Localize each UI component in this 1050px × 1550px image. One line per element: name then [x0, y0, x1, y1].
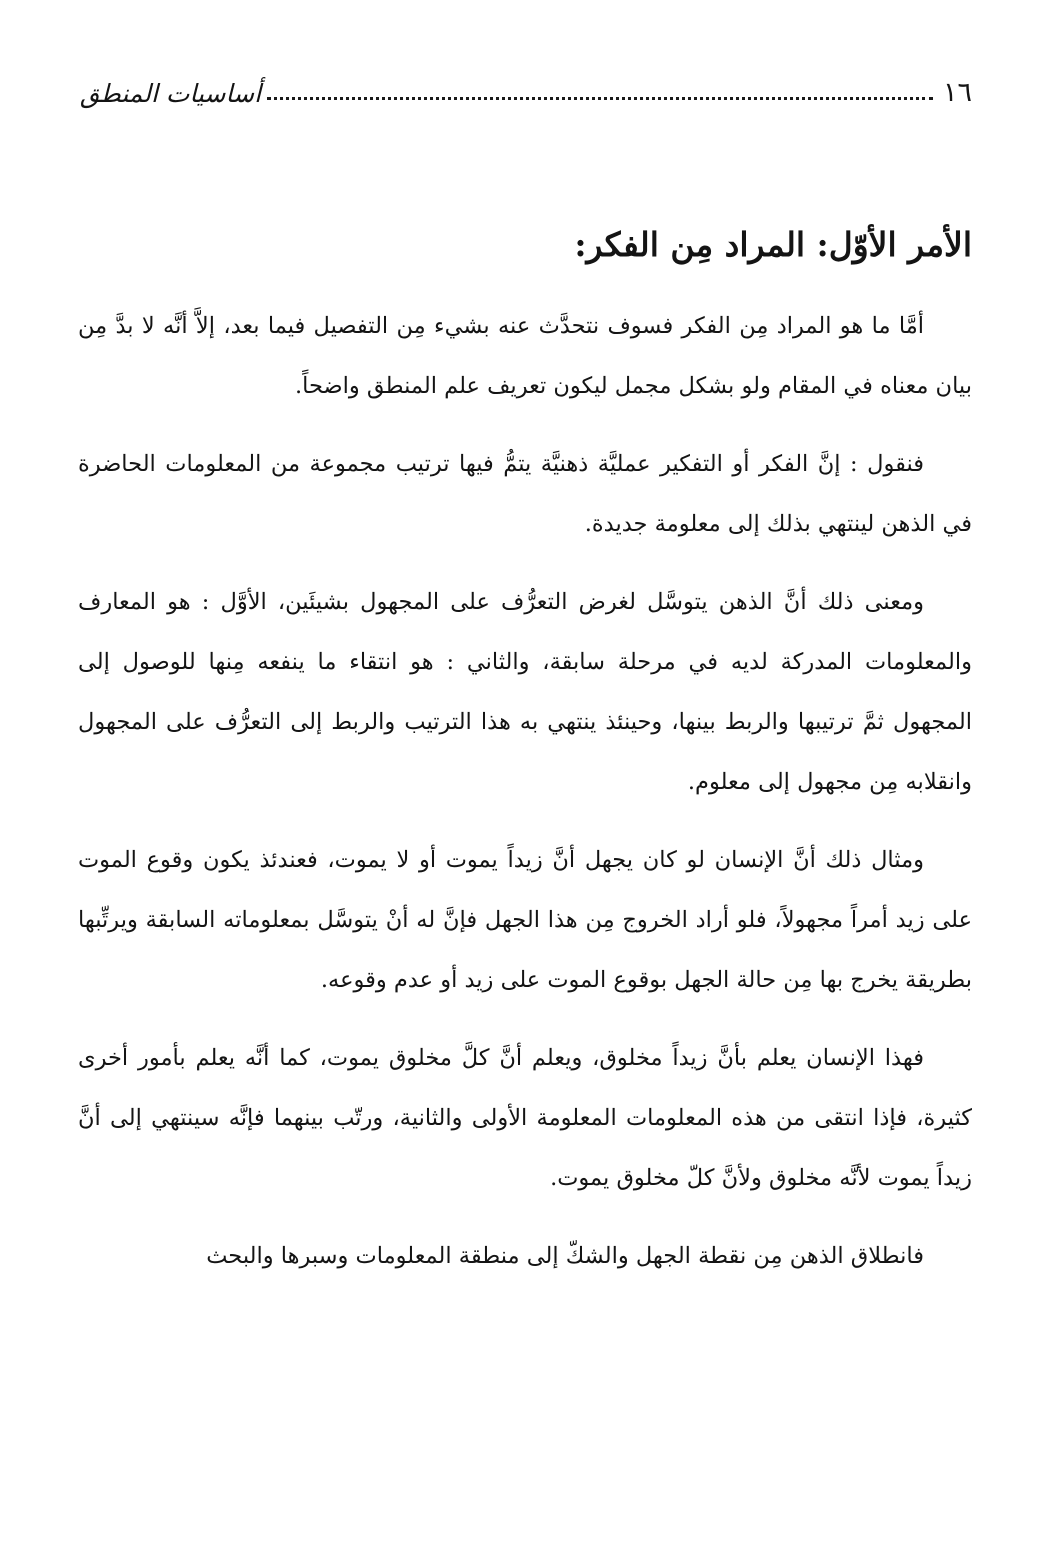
dotted-leader	[267, 97, 933, 100]
book-title: أساسيات المنطق	[80, 79, 262, 108]
paragraph-2: فنقول : إنَّ الفكر أو التفكير عمليَّة ذهنيَّة يتمُّ فيها ترتيب مجموعة من المعلومات الحاضرة في الذهن لينتهي بذلك إلى معلومة جديدة.	[78, 451, 972, 537]
paragraph-4: ومثال ذلك أنَّ الإنسان لو كان يجهل أنَّ زيداً يموت أو لا يموت، فعندئذ يكون وقوع الموت على زيد أمراً مجهولاً، فلو أراد الخروج مِن هذا الجهل فإنَّ له أنْ يتوسَّل بمعلوماته السابقة ويرتِّبها بطريقة يخرج بها مِن حالة الجهل بوقوع الموت على زيد أو عدم وقوعه.	[78, 847, 972, 993]
paragraph-5: فهذا الإنسان يعلم بأنَّ زيداً مخلوق، ويعلم أنَّ كلَّ مخلوق يموت، كما أنَّه يعلم بأمور أخرى كثيرة، فإذا انتقى من هذه المعلومات المعلومة الأولى والثانية، ورتّب بينهما فإنَّه سينتهي إلى أنَّ زيداً يموت لأنَّه مخلوق ولأنَّ كلّ مخلوق يموت.	[78, 1045, 972, 1191]
paragraph-1: أمَّا ما هو المراد مِن الفكر فسوف نتحدَّث عنه بشيء مِن التفصيل فيما بعد، إلاَّ أنَّه لا بدَّ مِن بيان معناه في المقام ولو بشكل مجمل ليكون تعريف علم المنطق واضحاً.	[78, 313, 972, 399]
paragraph-6: فانطلاق الذهن مِن نقطة الجهل والشكّ إلى منطقة المعلومات وسبرها والبحث	[206, 1243, 924, 1269]
paragraph-3: ومعنى ذلك أنَّ الذهن يتوسَّل لغرض التعرُّف على المجهول بشيئَين، الأوَّل : هو المعارف والمعلومات المدركة لديه في مرحلة سابقة، والثاني : هو انتقاء ما ينفعه مِنها للوصول إلى المجهول ثمَّ ترتيبها والربط بينها، وحينئذ ينتهي به هذا الترتيب والربط إلى التعرُّف على المجهول وانقلابه مِن مجهول إلى معلوم.	[78, 589, 972, 795]
section-heading: الأمر الأوّل: المراد مِن الفكر:	[574, 225, 972, 264]
body-text	[78, 296, 972, 1304]
page-number: ١٦	[942, 77, 972, 108]
running-header	[80, 58, 972, 106]
